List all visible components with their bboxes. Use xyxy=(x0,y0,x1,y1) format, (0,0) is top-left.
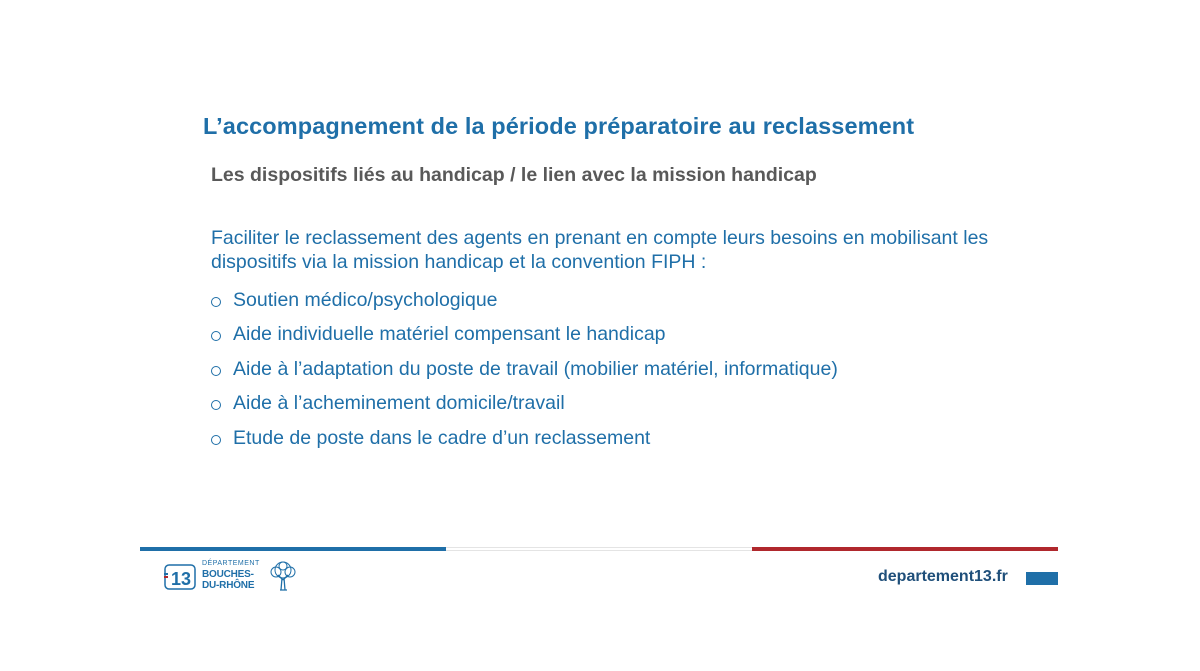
slide-title: L’accompagnement de la période préparatoire au reclassement xyxy=(203,113,915,139)
list-item-text: Etude de poste dans le cadre d’un reclassement xyxy=(233,426,651,449)
list-item xyxy=(211,352,838,387)
department-logo xyxy=(162,560,302,594)
department-13-badge-icon xyxy=(164,561,196,591)
bullet-list xyxy=(211,283,838,456)
circle-bullet-icon xyxy=(211,400,221,410)
list-item-text: Aide à l’acheminement domicile/travail xyxy=(233,392,565,415)
website-link[interactable]: departement13.fr xyxy=(878,568,1008,585)
footer-stripe-white xyxy=(446,547,752,551)
list-item-text: Aide à l’adaptation du poste de travail (mobilier matériel, informatique) xyxy=(233,357,838,380)
circle-bullet-icon xyxy=(211,297,221,307)
logo-name-line2: DU-RHÔNE xyxy=(202,580,255,591)
website-accent-bar xyxy=(1026,572,1058,585)
slide-subtitle: Les dispositifs liés au handicap / le lien avec la mission handicap xyxy=(211,164,817,186)
list-item xyxy=(211,421,838,456)
footer-stripe-blue xyxy=(140,547,446,551)
circle-bullet-icon xyxy=(211,366,221,376)
logo-name-line1: BOUCHES- xyxy=(202,569,254,580)
list-item-text: Soutien médico/psychologique xyxy=(233,288,498,311)
footer-stripe-red xyxy=(752,547,1058,551)
svg-text:13: 13 xyxy=(170,569,192,589)
circle-bullet-icon xyxy=(211,435,221,445)
olive-tree-icon xyxy=(266,560,300,592)
list-item xyxy=(211,387,838,422)
logo-department-label: DÉPARTEMENT xyxy=(202,560,260,567)
list-item-text: Aide individuelle matériel compensant le handicap xyxy=(233,323,666,346)
intro-paragraph: Faciliter le reclassement des agents en prenant en compte leurs besoins en mobilisant les dispositifs via la mission handicap et la convention FIPH : xyxy=(211,227,989,273)
circle-bullet-icon xyxy=(211,331,221,341)
list-item xyxy=(211,283,838,318)
list-item xyxy=(211,318,838,353)
